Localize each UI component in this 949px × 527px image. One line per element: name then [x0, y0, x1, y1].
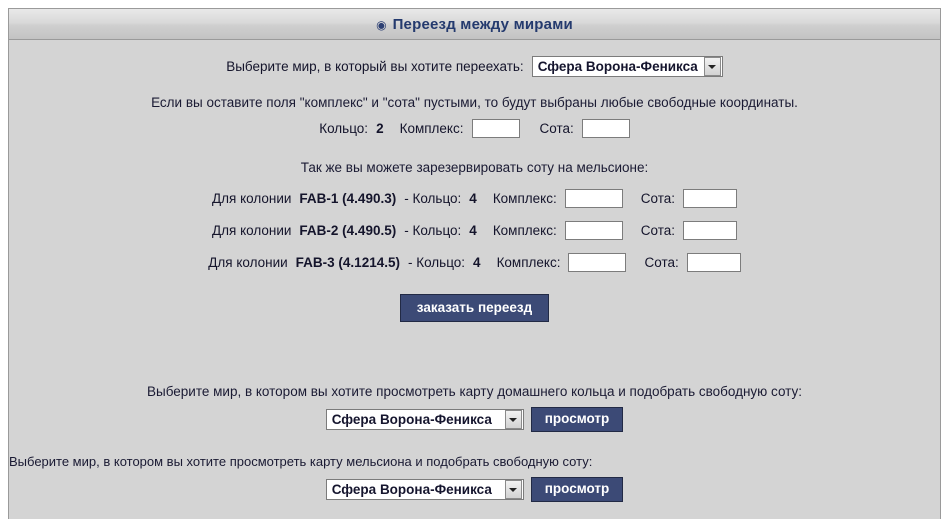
complex-label: Комплекс:: [399, 121, 464, 136]
colony-ring-label: - Кольцо:: [407, 255, 466, 270]
colony-cell-label: Сота:: [640, 191, 675, 206]
page-title: Переезд между мирами: [392, 15, 573, 33]
colony-ring-value: 4: [473, 255, 481, 270]
colony-complex-label: Комплекс:: [496, 255, 561, 270]
cell-label: Сота:: [539, 121, 574, 136]
empty-fields-hint: Если вы оставите поля "комплекс" и "сота" пустыми, то будут выбраны любые свободные координаты.: [151, 95, 798, 110]
melsion-world-value: Сфера Ворона-Феникса: [331, 482, 492, 497]
title-bar: [9, 9, 940, 40]
colony-ring-value: 4: [469, 223, 477, 238]
ring-value: 2: [376, 121, 384, 136]
ring-label: Кольцо:: [319, 121, 369, 136]
colony-ring-label: - Кольцо:: [404, 223, 462, 238]
colony-cell-label: Сота:: [640, 223, 675, 238]
bullet-icon: ◉: [376, 18, 387, 32]
chevron-down-icon[interactable]: [505, 410, 522, 429]
colony-complex-label: Комплекс:: [492, 191, 557, 206]
home-ring-prompt: Выберите мир, в котором вы хотите просмотреть карту домашнего кольца и подобрать свободную соту:: [146, 384, 802, 399]
colony-name: FAB-2 (4.490.5): [299, 223, 397, 238]
colony-complex-input[interactable]: [565, 189, 623, 208]
colony-prefix-label: Для колонии: [211, 191, 292, 206]
world-select-label: Выберите мир, в который вы хотите переехать:: [226, 59, 524, 74]
colony-name: FAB-3 (4.1214.5): [295, 255, 400, 270]
colony-complex-input[interactable]: [568, 253, 626, 272]
melsion-view-button[interactable]: просмотр: [531, 477, 624, 502]
chevron-down-icon[interactable]: [505, 480, 522, 499]
colony-name: FAB-1 (4.490.3): [299, 191, 397, 206]
colony-prefix-label: Для колонии: [211, 223, 292, 238]
melsion-prompt: Выберите мир, в котором вы хотите просмотреть карту мельсиона и подобрать свободную соту:: [9, 454, 593, 469]
colony-complex-label: Комплекс:: [492, 223, 557, 238]
reserve-title: Так же вы можете зарезервировать соту на мельсионе:: [300, 160, 649, 175]
dialog-content: [9, 40, 940, 519]
world-select-row: [9, 56, 940, 77]
colony-complex-input[interactable]: [565, 221, 623, 240]
order-move-button[interactable]: заказать переезд: [400, 294, 549, 322]
melsion-controls: [9, 477, 940, 502]
home-ring-section: [9, 384, 940, 432]
colony-cell-input[interactable]: [683, 189, 737, 208]
complex-input[interactable]: [472, 119, 520, 138]
colony-cell-input[interactable]: [683, 221, 737, 240]
chevron-down-icon[interactable]: [704, 57, 721, 76]
colony-prefix-label: Для колонии: [208, 255, 288, 270]
cell-input[interactable]: [582, 119, 630, 138]
colony-row: [9, 189, 940, 208]
colony-cell-label: Сота:: [644, 255, 679, 270]
melsion-section: [9, 454, 940, 502]
coordinates-row: [9, 119, 940, 138]
melsion-world-select[interactable]: [326, 479, 524, 500]
home-ring-world-select[interactable]: [326, 409, 524, 430]
world-select-value: Сфера Ворона-Феникса: [537, 59, 698, 74]
home-ring-controls: [9, 407, 940, 432]
world-select[interactable]: [532, 56, 723, 77]
colony-ring-label: - Кольцо:: [404, 191, 462, 206]
colony-row: [9, 221, 940, 240]
colony-row: [9, 253, 940, 272]
dialog-frame: [8, 8, 941, 519]
home-ring-world-value: Сфера Ворона-Феникса: [331, 412, 492, 427]
colony-cell-input[interactable]: [687, 253, 741, 272]
colony-ring-value: 4: [469, 191, 477, 206]
submit-row: [9, 294, 940, 322]
home-ring-view-button[interactable]: просмотр: [531, 407, 624, 432]
